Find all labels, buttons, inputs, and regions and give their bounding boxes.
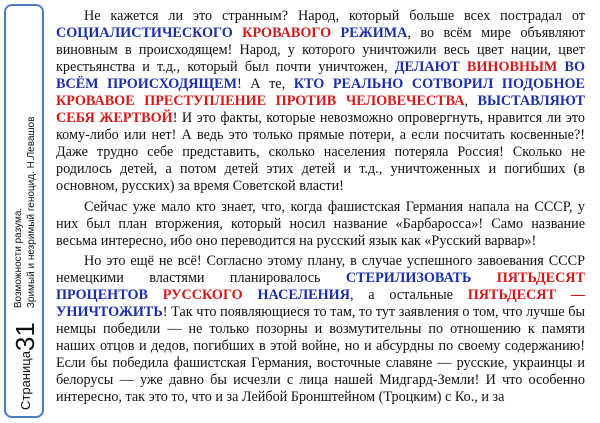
highlight-text: КТО РЕАЛЬНО СОТВОРИЛ ПОДОБНОЕ: [293, 76, 585, 93]
book-info: [12, 117, 38, 309]
highlight-text: ПЯТЬДЕСЯТ —: [467, 286, 586, 303]
text-run: [233, 25, 242, 41]
text-run: ! И это факты, которые невозможно опровергнуть, нравится ли это кому-либо или нет! А ведь это только прямые потери, а если посчитать косвенные?! Даже трудно себе представить, сколько населения потеряла Россия! Сколько не родилось детей, а потом детей этих детей и т.д., уничтоженных и погибших (в основном, русских) за время Советской власти!: [56, 110, 585, 195]
highlight-text: СТЕРИЛИЗОВАТЬ: [345, 269, 472, 286]
highlight-text: ПЯТЬДЕСЯТ: [496, 269, 585, 286]
highlight-text: ВО ВСЁМ ПРОИСХОДЯЩЕМ: [56, 59, 586, 93]
highlight-text: СЕБЯ ЖЕРТВОЙ: [56, 110, 173, 127]
highlight-text: СОЦИАЛИСТИЧЕСКОГО: [56, 25, 233, 42]
text-run: [471, 270, 496, 286]
highlight-text: ВЫСТАВЛЯЮТ: [477, 93, 585, 110]
text-run: [557, 59, 564, 75]
book-title: Возможности разума.: [13, 207, 24, 309]
highlight-text: РЕЖИМА: [340, 25, 408, 42]
text-run: [331, 25, 340, 41]
text-run: , а остальные: [349, 286, 468, 303]
highlight-text: ДЕЛАЮТ: [394, 59, 460, 76]
highlight-text: УНИЧТОЖИТЬ: [56, 303, 163, 320]
paragraph: [56, 199, 585, 250]
text-run: [460, 59, 467, 75]
highlight-text: РУССКОГО: [162, 286, 243, 303]
document-body: [56, 8, 585, 409]
text-run: ! А те,: [237, 76, 294, 93]
text-run: Не кажется ли это странным? Народ, который больше всех пострадал от: [84, 8, 585, 24]
highlight-text: НАСЕЛЕНИЯ: [257, 286, 350, 303]
page-number-block: [12, 322, 38, 410]
page-sidebar: [6, 8, 44, 416]
text-run: Но это ещё не всё! Согласно этому плану, в случае успешного завоевания СССР немецкими властями планировалось: [56, 252, 585, 286]
sidebar-rotated-content: [6, 8, 44, 416]
highlight-text: ПРОЦЕНТОВ: [56, 286, 148, 303]
book-subtitle: Зримый и незримый геноцид. Н.Левашов: [26, 116, 37, 309]
page-number: 31: [10, 322, 40, 352]
highlight-text: КРОВАВОГО: [242, 25, 332, 42]
highlight-text: ВИНОВНЫМ: [466, 59, 558, 76]
page-label: Страница: [17, 351, 33, 410]
text-run: ,: [464, 93, 478, 110]
text-run: [243, 287, 258, 303]
text-run: Сейчас уже мало кто знает, что, когда фашистская Германия напала на СССР, у них был план вторжения, который носил название «Барбаросса»! Само название весьма интересно, ибо оно переводится на русский язык как «Русский варвар»!: [56, 198, 585, 249]
paragraph: [56, 253, 585, 406]
paragraph: [56, 8, 585, 196]
text-run: [148, 287, 163, 303]
text-run: ! Так что появляющиеся то там, то тут заявления о том, что лучше бы немцы победили — не только позорны и возмутительны по отношению к памяти наших отцов и дедов, погибших в этой войне, но и абсурдны по своему содержанию! Если бы победила фашистская Германия, восточные славяне — русские, украинцы и белорусы — уже давно бы исчезли с лица нашей Мидгард-Земли! И что особенно интересно, так это то, что и за Лейбой Бронштейном (Троцким) с Ко., и за: [56, 303, 585, 406]
highlight-text: КРОВАВОЕ ПРЕСТУПЛЕНИЕ ПРОТИВ ЧЕЛОВЕЧЕСТВА: [56, 93, 465, 110]
text-run: , во всём мире объявляют виновным в происходящем! Народ, у которого уничтожили весь цвет нации, цвет крестьянства и т.д., который был почти уничтожен,: [56, 25, 585, 76]
